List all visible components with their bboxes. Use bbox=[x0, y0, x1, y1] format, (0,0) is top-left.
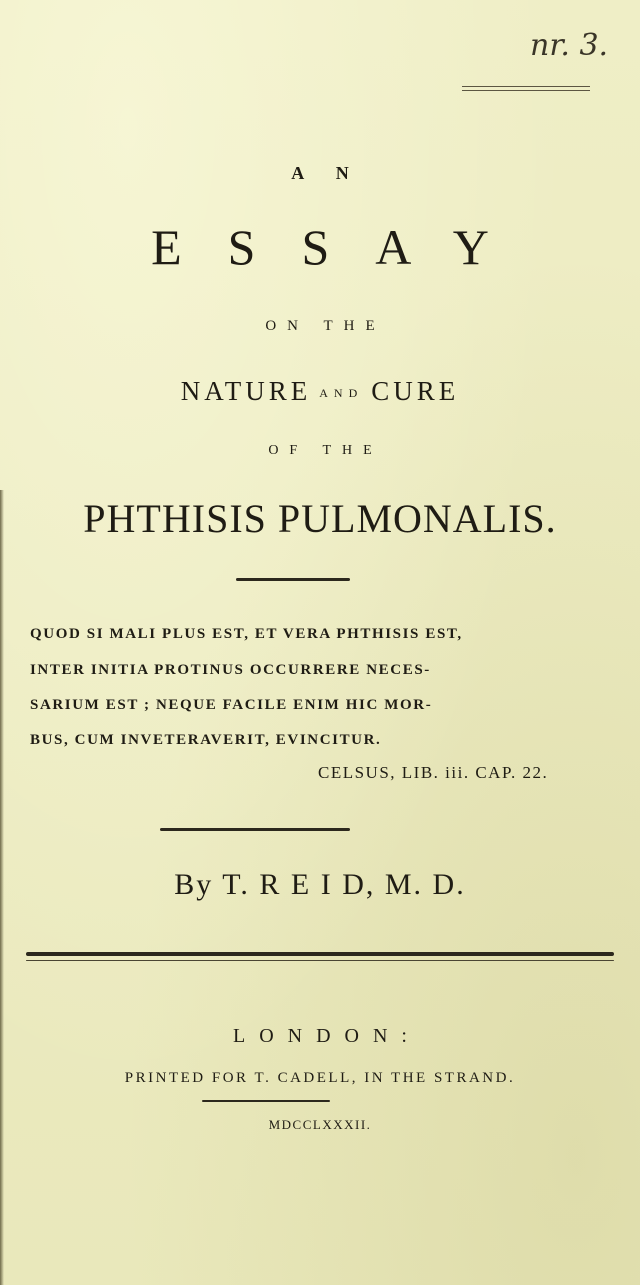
double-rule-thick bbox=[26, 952, 614, 956]
title-cure: CURE bbox=[371, 376, 460, 406]
epigraph-line: BUS, CUM INVETERAVERIT, EVINCITUR. bbox=[30, 732, 382, 748]
title-on-the: ON THE bbox=[265, 318, 386, 334]
epigraph-line: SARIUM EST ; NEQUE FACILE ENIM HIC MOR- bbox=[30, 697, 433, 713]
title-and: AND bbox=[319, 386, 364, 400]
title-nature-and-cure bbox=[0, 376, 640, 407]
title-essay: ESSAY bbox=[151, 219, 535, 275]
divider-rule bbox=[160, 828, 350, 831]
title-subject: PHTHISIS PULMONALIS. bbox=[83, 496, 557, 541]
imprint-printer: PRINTED FOR T. CADELL, IN THE STRAND. bbox=[124, 1070, 516, 1086]
double-rule-thin bbox=[26, 960, 614, 961]
epigraph-line: QUOD SI MALI PLUS EST, ET VERA PHTHISIS EST, bbox=[30, 626, 463, 642]
imprint-rule bbox=[202, 1100, 330, 1102]
handwritten-shelfmark: nr. 3. bbox=[530, 28, 609, 63]
title-article: A N bbox=[291, 163, 363, 183]
epigraph-line: INTER INITIA PROTINUS OCCURRERE NECES- bbox=[30, 662, 431, 678]
shelfmark-underline bbox=[462, 86, 590, 91]
epigraph-citation: CELSUS, LIB. iii. CAP. 22. bbox=[318, 763, 549, 782]
divider-rule bbox=[236, 578, 350, 581]
imprint-date: MDCCLXXXII. bbox=[268, 1117, 372, 1132]
imprint-city: LONDON: bbox=[233, 1025, 421, 1047]
title-nature: NATURE bbox=[180, 376, 312, 406]
title-of-the: OF THE bbox=[268, 443, 383, 458]
author-byline: By T. R E I D, M. D. bbox=[174, 868, 466, 901]
